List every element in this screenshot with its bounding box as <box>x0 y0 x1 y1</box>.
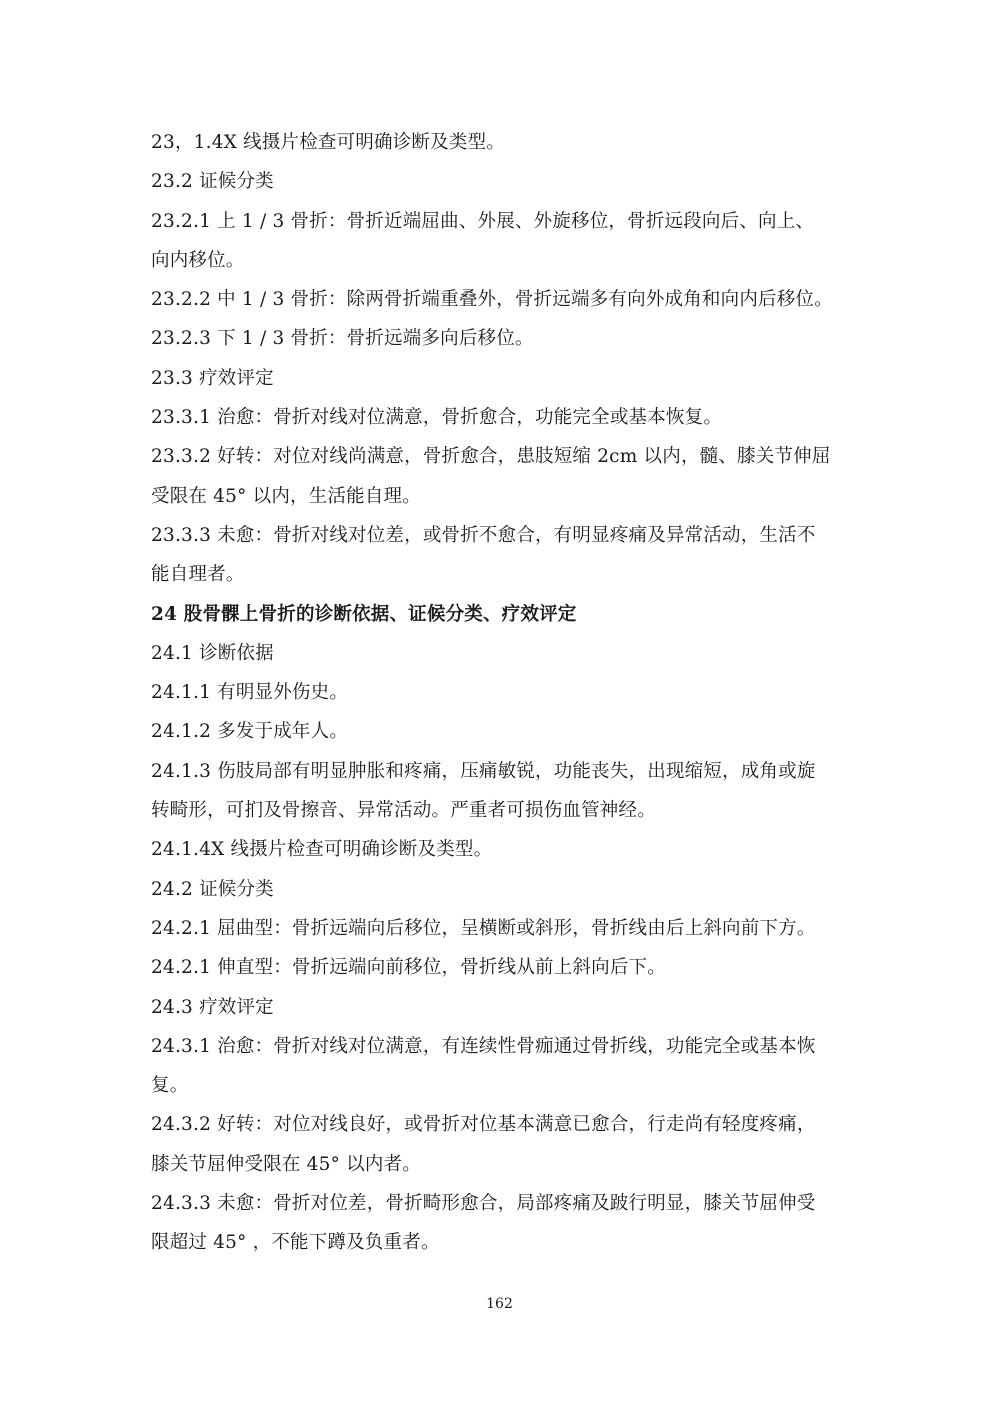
text-line: 24.3.2 好转：对位对线良好，或骨折对位基本满意已愈合，行走尚有轻度疼痛， <box>151 1114 816 1136</box>
section-heading: 24 股骨髁上骨折的诊断依据、证候分类、疗效评定 <box>151 603 577 625</box>
text-line: 向内移位。 <box>151 249 245 271</box>
text-line: 限超过 45° ，不能下蹲及负重者。 <box>151 1232 440 1254</box>
text-line: 复。 <box>151 1075 189 1097</box>
text-line: 24.1.3 伤肢局部有明显肿胀和疼痛，压痛敏锐，功能丧失，出现缩短，成角或旋 <box>151 760 816 782</box>
text-line: 24.1.2 多发于成年人。 <box>151 721 349 743</box>
text-line: 24.2 证候分类 <box>151 878 274 900</box>
page-number: 162 <box>486 1296 513 1312</box>
text-line: 23.3.1 治愈：骨折对线对位满意，骨折愈合，功能完全或基本恢复。 <box>151 407 723 429</box>
text-line: 23.3.3 未愈：骨折对线对位差，或骨折不愈合，有明显疼痛及异常活动，生活不 <box>151 524 816 546</box>
page-body <box>151 123 856 1263</box>
text-line: 受限在 45° 以内，生活能自理。 <box>151 485 421 507</box>
text-line: 24.1.4X 线摄片检查可明确诊断及类型。 <box>151 839 493 861</box>
text-line: 23.2.1 上 1 / 3 骨折：骨折近端屈曲、外展、外旋移位，骨折远段向后、向上、 <box>151 210 815 232</box>
text-line: 23.2 证候分类 <box>151 171 274 193</box>
text-line: 23.3.2 好转：对位对线尚满意，骨折愈合，患肢短缩 2cm 以内，髓、膝关节伸屈 <box>151 446 831 468</box>
text-line: 24.3.3 未愈：骨折对位差，骨折畸形愈合，局部疼痛及跛行明显，膝关节屈伸受 <box>151 1193 816 1215</box>
text-line: 24.2.1 屈曲型：骨折远端向后移位，呈横断或斜形，骨折线由后上斜向前下方。 <box>151 917 816 939</box>
text-line: 23.3 疗效评定 <box>151 367 274 389</box>
text-line: 膝关节屈伸受限在 45° 以内者。 <box>151 1153 421 1175</box>
text-line: 能自理者。 <box>151 564 245 586</box>
text-line: 23，1.4X 线摄片检查可明确诊断及类型。 <box>151 132 505 153</box>
text-line: 24.2.1 伸直型：骨折远端向前移位，骨折线从前上斜向后下。 <box>151 957 666 979</box>
text-line: 23.2.2 中 1 / 3 骨折：除两骨折端重叠外，骨折远端多有向外成角和向内后移位。 <box>151 289 833 311</box>
text-line: 24.3.1 治愈：骨折对线对位满意，有连续性骨痂通过骨折线，功能完全或基本恢 <box>151 1035 816 1057</box>
text-line: 24.3 疗效评定 <box>151 996 274 1018</box>
text-line: 24.1.1 有明显外伤史。 <box>151 682 349 704</box>
text-line: 24.1 诊断依据 <box>151 642 274 664</box>
text-line: 转畸形，可扪及骨擦音、异常活动。严重者可损伤血管神经。 <box>151 800 656 822</box>
text-line: 23.2.3 下 1 / 3 骨折：骨折远端多向后移位。 <box>151 328 534 350</box>
